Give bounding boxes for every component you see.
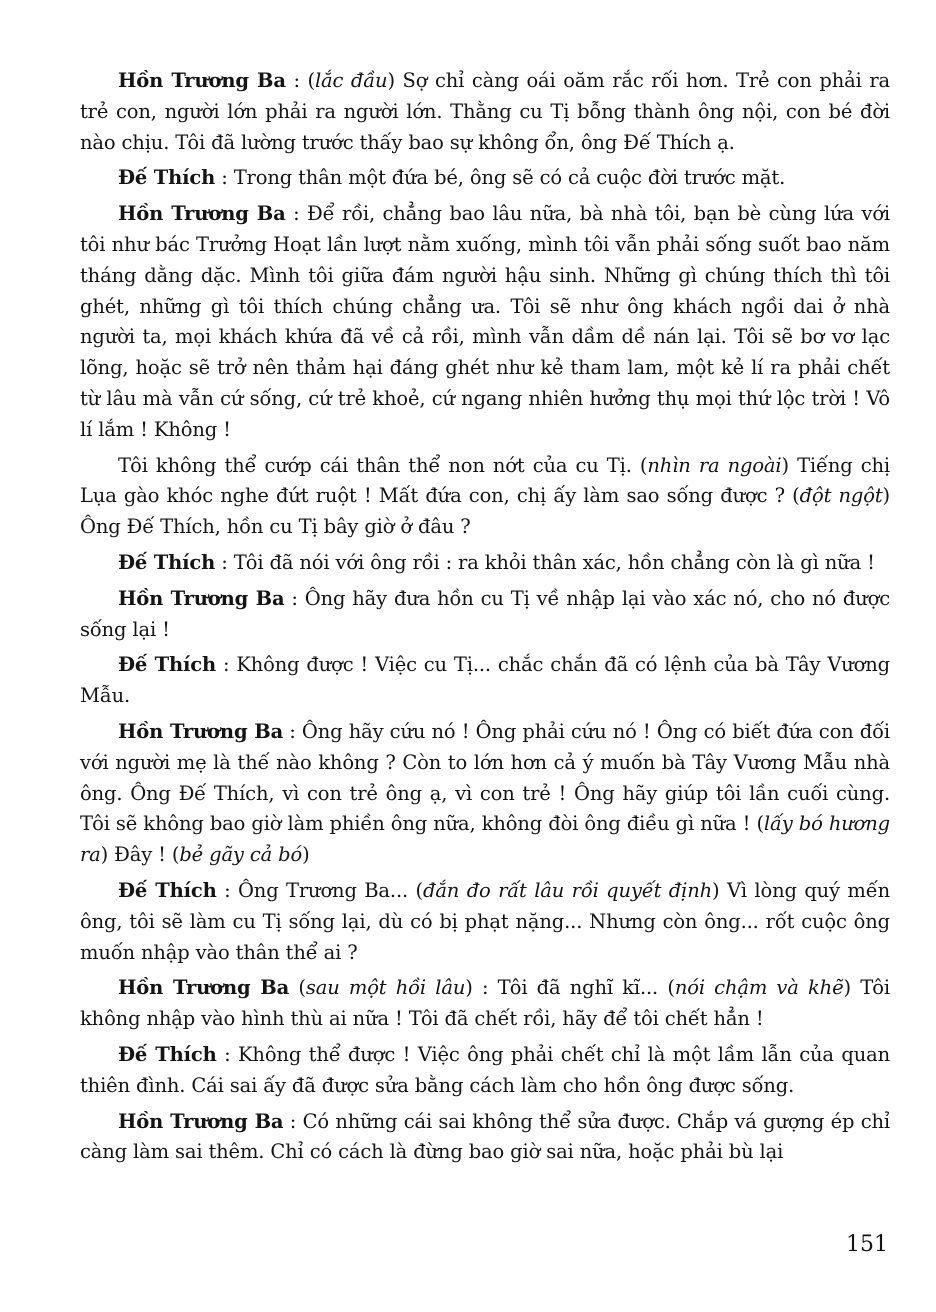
dialogue-text: ): [302, 843, 310, 867]
dialogue-text: ) : Tôi đã nghĩ kĩ... (: [465, 976, 675, 1000]
speaker-name: Hồn Trương Ba: [118, 976, 290, 1000]
dialogue-text: ) Sợ chỉ càng oái oăm rắc rối hơn. Trẻ con phải ra trẻ con, người lớn phải ra người lớn. Thằng cu Tị bỗng thành ông nội, con bé đời nào chịu. Tôi đã lường trước thấy bao sự không ổn, ông Đế Thích ạ.: [80, 69, 890, 154]
paragraph: [80, 584, 890, 646]
stage-direction: nói chậm và khẽ: [674, 976, 844, 1000]
speaker-name: Hồn Trương Ba: [118, 202, 286, 226]
page-number: 151: [846, 1232, 888, 1257]
dialogue-text: ) Tiếng chị Lụa gào khóc nghe đứt ruột ! Mất đứa con, chị ấy làm sao sống được ? (: [80, 453, 890, 508]
paragraph: [80, 1040, 890, 1102]
speaker-name: Đế Thích: [118, 878, 217, 902]
dialogue-text: : Để rồi, chẳng bao lâu nữa, bà nhà tôi, bạn bè cùng lứa với tôi như bác Trưởng Hoạt lần lượt nằm xuống, mình tôi vẫn phải sống suốt bao năm tháng dằng dặc. Mình tôi giữa đám người hậu sinh. Những gì chúng thích thì tôi ghét, những gì tôi thích chúng chẳng ưa. Tôi sẽ như ông khách ngồi dai ở nhà người ta, mọi khách khứa đã về cả rồi, mình vẫn dầm dề nán lại. Tôi sẽ bơ vơ lạc lõng, hoặc sẽ trở nên thảm hại đáng ghét như kẻ tham lam, một kẻ lí ra phải chết từ lâu mà vẫn cứ sống, cứ trẻ khoẻ, cứ ngang nhiên hưởng thụ mọi thứ lộc trời ! Vô lí lắm ! Không !: [80, 202, 890, 441]
speaker-name: Đế Thích: [118, 166, 216, 190]
dialogue-text: ) Tôi không nhập vào hình thù ai nữa ! Tôi đã chết rồi, hãy để tôi chết hẳn !: [80, 976, 890, 1031]
speaker-name: Đế Thích: [118, 653, 217, 677]
dialogue-text: Tôi không thể cướp cái thân thể non nớt của cu Tị. (: [118, 453, 648, 477]
paragraph: [80, 973, 890, 1035]
dialogue-text: : (: [285, 69, 315, 92]
stage-direction: bẻ gãy cả bó: [179, 843, 303, 867]
paragraph: [80, 66, 890, 158]
dialogue-text: ) Vì lòng quý mến ông, tôi sẽ làm cu Tị sống lại, dù có bị phạt nặng... Nhưng còn ông... rốt cuộc ông muốn nhập vào thân thể ai ?: [80, 878, 890, 964]
paragraph: [80, 451, 890, 543]
paragraph: [80, 650, 890, 712]
speaker-name: Đế Thích: [118, 1042, 217, 1066]
dialogue-text: : Không được ! Việc cu Tị... chắc chắn đã có lệnh của bà Tây Vương Mẫu.: [80, 653, 890, 708]
dialogue-text: ) Ông Đế Thích, hồn cu Tị bây giờ ở đâu ?: [80, 484, 890, 539]
page-body: [80, 66, 890, 1173]
paragraph: [80, 199, 890, 445]
speaker-name: Hồn Trương Ba: [118, 586, 285, 610]
stage-direction: lấy bó hương ra: [80, 812, 890, 867]
speaker-name: Hồn Trương Ba: [118, 719, 284, 743]
stage-direction: sau một hồi lâu: [305, 976, 466, 1000]
paragraph: [80, 163, 890, 194]
stage-direction: đột ngột: [799, 484, 883, 508]
paragraph: [80, 876, 890, 968]
dialogue-text: : Ông hãy đưa hồn cu Tị về nhập lại vào xác nó, cho nó được sống lại !: [80, 586, 890, 641]
paragraph: [80, 548, 890, 579]
dialogue-text: : Trong thân một đứa bé, ông sẽ có cả cuộc đời trước mặt.: [215, 166, 786, 190]
stage-direction: nhìn ra ngoài: [647, 453, 782, 477]
paragraph: [80, 717, 890, 871]
stage-direction: đắn đo rất lâu rồi quyết định: [423, 878, 713, 902]
paragraph: [80, 1107, 890, 1169]
speaker-name: Hồn Trương Ba: [118, 69, 286, 92]
dialogue-text: : Có những cái sai không thể sửa được. Chắp vá gượng ép chỉ càng làm sai thêm. Chỉ có cách là đừng bao giờ sai nữa, hoặc phải bù lại: [80, 1109, 890, 1164]
dialogue-text: : Không thể được ! Việc ông phải chết chỉ là một lầm lẫn của quan thiên đình. Cái sai ấy đã được sửa bằng cách làm cho hồn ông được sống.: [80, 1042, 890, 1097]
speaker-name: Hồn Trương Ba: [118, 1109, 284, 1133]
stage-direction: lắc đầu: [314, 69, 388, 92]
dialogue-text: : Ông hãy cứu nó ! Ông phải cứu nó ! Ông có biết đứa con đối với người mẹ là thế nào không ? Còn to lớn hơn cả ý muốn bà Tây Vương Mẫu nhà ông. Ông Đế Thích, vì con trẻ ông ạ, vì con trẻ ! Ông hãy giúp tôi lần cuối cùng. Tôi sẽ không bao giờ làm phiền ông nữa, không đòi ông điều gì nữa ! (: [80, 719, 890, 836]
dialogue-text: : Ông Trương Ba... (: [216, 878, 423, 902]
speaker-name: Đế Thích: [118, 550, 216, 574]
dialogue-text: ) Đây ! (: [100, 843, 180, 867]
dialogue-text: : Tôi đã nói với ông rồi : ra khỏi thân xác, hồn chẳng còn là gì nữa !: [215, 550, 875, 574]
dialogue-text: (: [289, 976, 306, 1000]
